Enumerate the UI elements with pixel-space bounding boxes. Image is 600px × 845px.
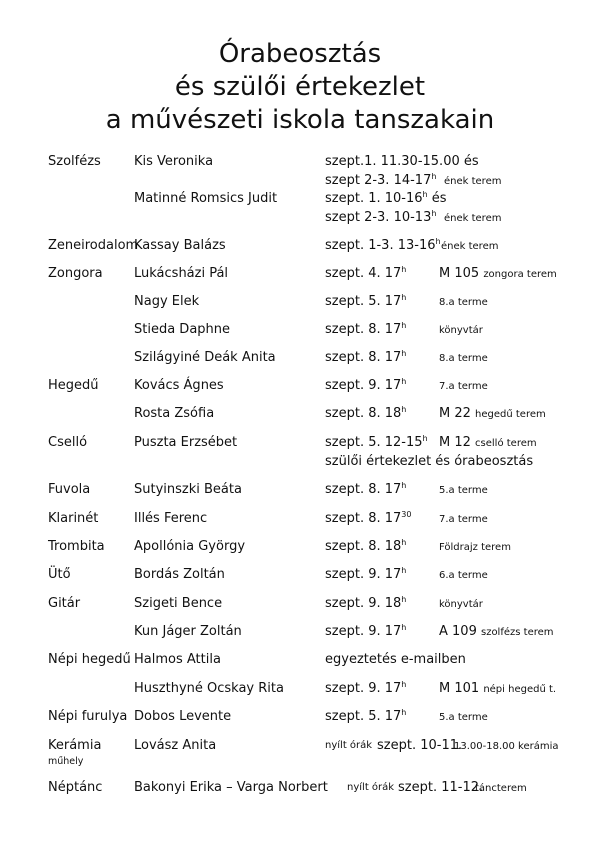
- room-info: [439, 378, 488, 395]
- department-name: Kerámia: [48, 738, 102, 753]
- time-superscript: h: [431, 209, 437, 218]
- time-superscript: h: [401, 293, 407, 302]
- schedule-row: [0, 406, 600, 428]
- time-main: szept. 9. 18: [325, 596, 402, 611]
- time-superscript: h: [435, 237, 441, 246]
- room-info: [444, 173, 501, 190]
- department-name: Trombita: [48, 539, 105, 554]
- time-superscript: h: [401, 595, 407, 604]
- schedule-row: [0, 210, 600, 232]
- room-name: 8.a terme: [439, 297, 488, 308]
- time-main: szept 2-3. 10-13: [325, 210, 432, 225]
- time-main: szept. 8. 18: [325, 539, 402, 554]
- time-slot: [325, 294, 406, 310]
- room-name: cselló terem: [475, 438, 537, 449]
- time-superscript: h: [401, 680, 407, 689]
- room-code: M 101: [439, 681, 480, 696]
- schedule-row: [0, 738, 600, 767]
- time-slot: egyeztetés e-mailben: [325, 652, 466, 667]
- time-slot: [325, 567, 406, 583]
- room-name: könyvtár: [439, 325, 483, 336]
- time-suffix: és: [427, 191, 447, 206]
- teacher-name: Szilágyiné Deák Anita: [134, 350, 276, 365]
- schedule-row: [0, 482, 600, 504]
- schedule-row: [0, 596, 600, 618]
- teacher-name: Sutyinszki Beáta: [134, 482, 242, 497]
- time-slot: [325, 539, 406, 555]
- time-main: szept. 8. 17: [325, 350, 402, 365]
- department-name: Cselló: [48, 435, 88, 450]
- department-name: Gitár: [48, 596, 81, 611]
- department-name: Ütő: [48, 567, 71, 582]
- teacher-name: Bordás Zoltán: [134, 567, 225, 582]
- lead-text: nyílt órák: [325, 740, 373, 751]
- room-name: 5.a terme: [439, 485, 488, 496]
- time-slot: [325, 210, 436, 226]
- schedule-row: [0, 539, 600, 561]
- room-info: [439, 482, 488, 499]
- teacher-name: Lukácsházi Pál: [134, 266, 229, 281]
- room-name: könyvtár: [439, 599, 483, 610]
- schedule-row: [0, 567, 600, 589]
- time-slot: [325, 238, 441, 254]
- time-main: szept. 5. 12-15: [325, 435, 423, 450]
- teacher-name: Nagy Elek: [134, 294, 200, 309]
- teacher-name: Lovász Anita: [134, 738, 217, 753]
- room-info: [444, 210, 501, 227]
- department-name: Klarinét: [48, 511, 99, 526]
- room-name: ének terem: [444, 176, 502, 187]
- schedule-row: [0, 378, 600, 400]
- lead-text: nyílt órák: [347, 782, 395, 793]
- schedule-row: [0, 652, 600, 674]
- room-info: [439, 539, 511, 556]
- time-superscript: h: [401, 538, 407, 547]
- time-slot: [325, 681, 406, 697]
- schedule-row: [0, 322, 600, 344]
- department-name: Zongora: [48, 266, 103, 281]
- schedule-row: [0, 624, 600, 646]
- time-superscript: h: [401, 377, 407, 386]
- time-superscript: h: [401, 566, 407, 575]
- time-main: szept. 4. 17: [325, 266, 402, 281]
- schedule-row: [0, 294, 600, 316]
- time-main: szept. 8. 18: [325, 406, 402, 421]
- room-name: 7.a terme: [439, 381, 488, 392]
- department-name: Szolfézs: [48, 154, 101, 169]
- teacher-name: Kovács Ágnes: [134, 378, 224, 393]
- department-name: Néptánc: [48, 780, 103, 795]
- time-superscript: h: [401, 265, 407, 274]
- time-superscript: h: [422, 190, 428, 199]
- time-main: szept. 9. 17: [325, 567, 402, 582]
- room-info: [439, 266, 557, 283]
- time-main: szept. 5. 17: [325, 294, 402, 309]
- time-slot: [325, 709, 406, 725]
- room-code: M 22: [439, 406, 471, 421]
- time-main: szept. 1. 10-16: [325, 191, 423, 206]
- room-info: [454, 738, 559, 755]
- schedule-row: [0, 709, 600, 731]
- time-superscript: h: [401, 708, 407, 717]
- time-main: szept. 9. 17: [325, 378, 402, 393]
- teacher-name: Huszthyné Ocskay Rita: [134, 681, 284, 696]
- department-name: Zeneirodalom: [48, 238, 139, 253]
- room-info: [439, 624, 554, 641]
- room-info: [439, 596, 483, 613]
- room-name: táncterem: [475, 783, 527, 794]
- teacher-name: Kis Veronika: [134, 154, 214, 169]
- time-slot: [325, 624, 406, 640]
- teacher-name: Bakonyi Erika – Varga Norbert: [134, 780, 328, 795]
- teacher-name: Puszta Erzsébet: [134, 435, 238, 450]
- room-name: 6.a terme: [439, 570, 488, 581]
- room-code: M 105: [439, 266, 480, 281]
- time-slot: [325, 596, 406, 612]
- time-slot: [325, 173, 436, 189]
- time-main: szept. 1-3. 13-16: [325, 238, 436, 253]
- time-slot: szept. 11-12.: [398, 780, 484, 795]
- teacher-name: Halmos Attila: [134, 652, 221, 667]
- time-superscript: h: [431, 172, 437, 181]
- room-info: [439, 511, 488, 528]
- teacher-name: Apollónia György: [134, 539, 246, 554]
- room-name: 5.a terme: [439, 712, 488, 723]
- room-name: zongora terem: [483, 269, 557, 280]
- time-slot: szept.1. 11.30-15.00 és: [325, 154, 479, 169]
- time-slot: [325, 322, 406, 338]
- teacher-name: Matinné Romsics Judit: [134, 191, 278, 206]
- room-info: [439, 350, 488, 367]
- time-superscript: h: [422, 434, 428, 443]
- room-name: hegedű terem: [475, 409, 546, 420]
- teacher-name: Szigeti Bence: [134, 596, 223, 611]
- teacher-name: Kassay Balázs: [134, 238, 226, 253]
- time-superscript: h: [401, 349, 407, 358]
- time-slot: [325, 435, 428, 451]
- time-superscript: h: [401, 321, 407, 330]
- teacher-name: Kun Jáger Zoltán: [134, 624, 242, 639]
- time-main: szept. 8. 17: [325, 322, 402, 337]
- room-name: ének terem: [441, 241, 499, 252]
- schedule-row: [0, 238, 600, 260]
- room-info: [439, 709, 488, 726]
- room-name: Földrajz terem: [439, 542, 511, 553]
- time-slot: [325, 511, 411, 527]
- time-slot: szept. 10-11.: [377, 738, 463, 753]
- time-main: szept. 8. 17: [325, 482, 402, 497]
- room-name: ének terem: [444, 213, 502, 224]
- time-main: szept. 5. 17: [325, 709, 402, 724]
- time-slot: [325, 406, 406, 422]
- schedule-row: [0, 350, 600, 372]
- time-superscript: 30: [401, 510, 412, 519]
- room-name: 13.00-18.00 kerámia: [454, 741, 559, 752]
- time-main: szept. 9. 17: [325, 624, 402, 639]
- time-main: szept. 8. 17: [325, 511, 402, 526]
- time-slot: szülői értekezlet és órabeosztás: [325, 454, 534, 469]
- time-superscript: h: [401, 481, 407, 490]
- title-line-1: Órabeosztás: [218, 39, 382, 69]
- teacher-name: Rosta Zsófia: [134, 406, 215, 421]
- room-name: szolfézs terem: [480, 627, 554, 638]
- room-info: [439, 294, 488, 311]
- teacher-name: Stieda Daphne: [134, 322, 231, 337]
- title-line-2: és szülői értekezlet: [174, 72, 426, 102]
- title-line-3: a művészeti iskola tanszakain: [105, 105, 495, 135]
- room-info: [439, 681, 556, 698]
- department-name: Népi hegedű: [48, 652, 131, 667]
- room-code: M 12: [439, 435, 471, 450]
- time-superscript: h: [401, 623, 407, 632]
- time-superscript: h: [401, 405, 407, 414]
- schedule-row: [0, 266, 600, 288]
- schedule-row: [0, 454, 600, 476]
- time-main: szept 2-3. 14-17: [325, 173, 432, 188]
- room-info: [439, 435, 537, 452]
- page-title: [0, 38, 600, 137]
- room-name: 7.a terme: [439, 514, 488, 525]
- teacher-name: Illés Ferenc: [134, 511, 208, 526]
- room-info: [439, 406, 546, 423]
- time-slot: [325, 350, 406, 366]
- teacher-name: Dobos Levente: [134, 709, 232, 724]
- time-slot: [325, 378, 406, 394]
- time-slot: [325, 482, 406, 498]
- time-slot: [325, 266, 406, 282]
- room-info: [439, 567, 488, 584]
- room-info: [439, 322, 483, 339]
- schedule-row: [0, 511, 600, 533]
- schedule-row: [0, 780, 600, 802]
- department-subtitle: műhely: [48, 756, 84, 767]
- department-name: Fuvola: [48, 482, 91, 497]
- room-info: [475, 780, 527, 797]
- room-info: [441, 238, 498, 255]
- time-slot: [325, 191, 447, 207]
- room-name: 8.a terme: [439, 353, 488, 364]
- department-name: Népi furulya: [48, 709, 128, 724]
- room-code: A 109: [439, 624, 477, 639]
- room-name: népi hegedű t.: [483, 684, 557, 695]
- schedule-row: [0, 681, 600, 703]
- time-main: szept. 9. 17: [325, 681, 402, 696]
- department-name: Hegedű: [48, 378, 99, 393]
